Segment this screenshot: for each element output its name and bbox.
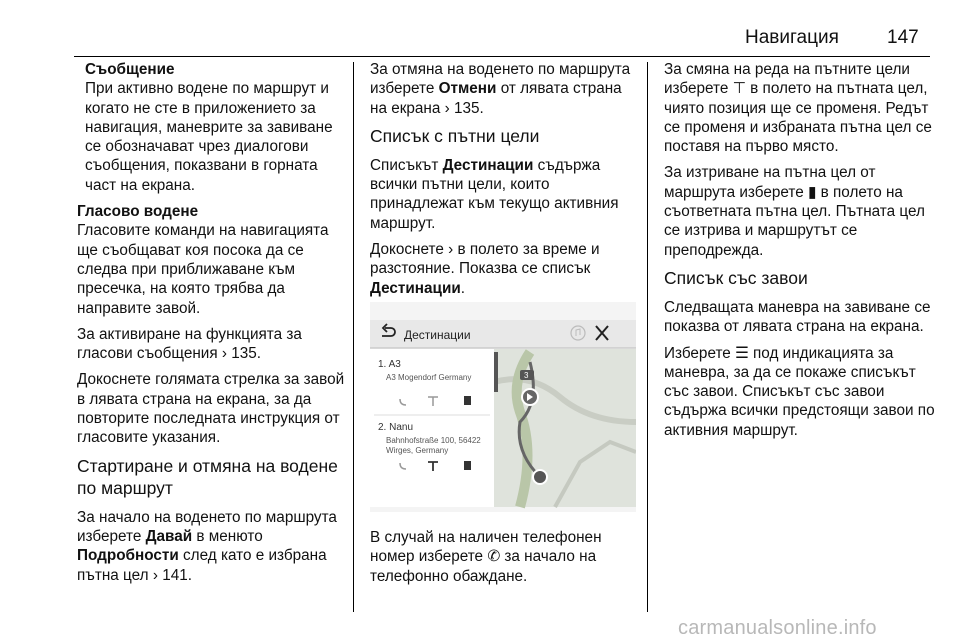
messages-heading: Съобщение — [85, 61, 175, 78]
header-rule — [74, 56, 930, 57]
voice-repeat-text: Докоснете голямата стрелка за завой в лявата страна на екрана, за да повторите последната инструкция от гласовите указания. — [77, 371, 345, 447]
destinations-paragraph — [370, 156, 636, 233]
voice-heading: Гласово водене — [77, 203, 199, 221]
destinations-screen — [370, 302, 636, 512]
page-ref-icon: › — [221, 345, 227, 363]
touch-text-1: Докоснете — [370, 241, 444, 259]
column-2 — [370, 60, 636, 586]
page-ref-icon: › — [152, 566, 158, 584]
start-heading: Стартиране и отмяна на водене по маршрут — [77, 455, 338, 498]
select-text-1: Изберете — [664, 344, 731, 362]
dest-text-2: съдържа всички пътни цели, които принадлежат към текущо активния маршрут. — [370, 156, 619, 232]
svg-text:3: 3 — [524, 370, 529, 380]
phone-paragraph — [370, 528, 636, 586]
start-paragraph — [77, 508, 347, 585]
dest-bold: Дестинации — [442, 156, 534, 174]
touch-paragraph — [370, 240, 636, 298]
start-ref: 141. — [162, 566, 192, 584]
dest1-name: 1. A3 — [378, 358, 401, 370]
select-text-2: под индикацията за маневра, за да се покаже списъкът със завои. Списъкът със завои съдържа всички предстоящи завои по активния маршрут. — [664, 344, 935, 439]
destinations-screenshot — [370, 302, 636, 512]
dest2-address-1: Bahnhofstraße 100, 56422 — [386, 435, 481, 445]
delete-icon — [464, 461, 471, 470]
list-icon: ☰ — [735, 344, 749, 362]
phone-text-1: В случай на наличен телефонен номер изберете — [370, 528, 602, 566]
screen-title: Дестинации — [404, 327, 471, 342]
voice-enable-paragraph — [77, 325, 347, 364]
header-title: Навигация — [745, 27, 839, 48]
select-paragraph — [664, 344, 936, 440]
start-text-3: след като е избрана пътна цел — [77, 547, 327, 584]
phone-text-2: за начало на телефонно обаждане. — [370, 548, 597, 585]
dest2-address-2: Wirges, Germany — [386, 445, 449, 455]
delete-text-2: в полето на съответната пътна цел. Пътната цел се изтрива и маршрутът се преподрежда. — [664, 183, 925, 259]
voice-text: Гласовите команди на навигацията ще съобщават коя посока да се следва при приближаване към пресечка, на която трябва да направите завой. — [77, 222, 329, 317]
delete-paragraph — [664, 163, 936, 259]
destinations-heading: Списък с пътни цели — [370, 125, 540, 146]
messages-text: При активно водене по маршрут и когато не сте в приложението за навигация, маневрите за завиване се обозначават чрез диалогови съобщения, показвани в горната част на екрана. — [85, 80, 333, 194]
touch-bold: Дестинации — [370, 279, 461, 297]
watermark: carmanualsonline.info — [678, 617, 877, 639]
delete-text-1: За изтриване на пътна цел от маршрута изберете — [664, 164, 876, 201]
cancel-paragraph — [370, 60, 636, 118]
column-divider-2 — [647, 62, 648, 612]
column-3 — [664, 60, 936, 440]
reorder-icon: ⊤ — [732, 80, 746, 98]
cancel-text-2: от лявата страна на екрана — [370, 80, 622, 117]
page-ref-icon: › — [444, 99, 450, 117]
page-number: 147 — [887, 27, 919, 48]
start-text-2: в менюто — [196, 527, 263, 545]
turns-text: Следващата маневра на завиване се показва от лявата страна на екрана. — [664, 298, 931, 336]
start-bold-2: Подробности — [77, 547, 179, 565]
cancel-bold: Отмени — [438, 80, 497, 98]
column-divider-1 — [353, 62, 354, 612]
chevron-right-icon: › — [448, 241, 454, 259]
start-text-1: За начало на воденето по маршрута изберете — [77, 508, 337, 545]
trash-icon: ▮ — [807, 183, 817, 201]
turns-heading: Списък със завои — [664, 267, 808, 288]
dest1-address: A3 Mogendorf Germany — [386, 372, 472, 382]
order-text-1: За смяна на реда на пътните цели изберете — [664, 61, 910, 98]
column-1 — [77, 60, 347, 585]
dest2-name: 2. Nanu — [378, 421, 414, 433]
touch-text-3: . — [460, 279, 466, 297]
list-scrollbar[interactable] — [494, 352, 498, 392]
start-bold-1: Давай — [145, 527, 193, 545]
phone-icon: ✆ — [487, 548, 501, 566]
cancel-ref: 135. — [453, 99, 484, 117]
delete-icon — [464, 396, 471, 405]
order-text-2: в полето на пътната цел, чиято позиция ще се променя. Редът се променя и избраната пътна цел се поставя на първо място. — [664, 80, 932, 156]
voice-enable-ref: 135. — [231, 345, 261, 363]
flag-marker — [533, 470, 547, 484]
order-paragraph — [664, 60, 936, 156]
messages-section — [77, 60, 347, 195]
touch-text-2: в полето за време и разстояние. Показва се списък — [370, 241, 600, 278]
voice-enable-text: За активиране на функцията за гласови съобщения — [77, 325, 302, 363]
cancel-text-1: За отмяна на воденето по маршрута изберете — [370, 61, 631, 98]
dest-text-1: Списъкът — [370, 156, 439, 174]
